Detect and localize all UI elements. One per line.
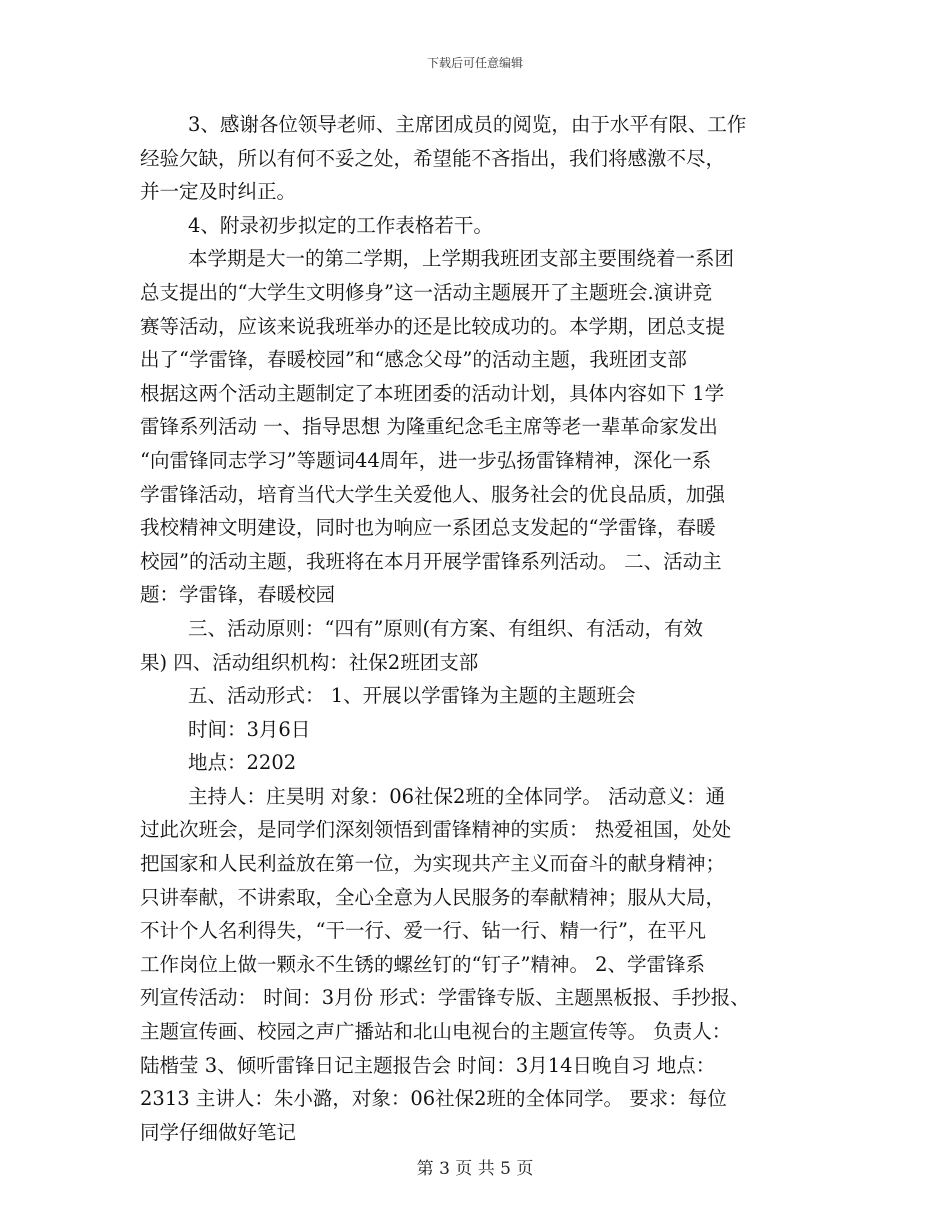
text-line: 3、感谢各位领导老师、主席团成员的阅览，由于水平有限、工作: [188, 113, 747, 136]
text-line: 2313 主讲人：朱小潞，对象：06社保2班的全体同学。 要求：每位: [140, 1087, 727, 1111]
text-line: 过此次班会，是同学们深刻领悟到雷锋精神的实质： 热爱祖国，处处: [140, 818, 732, 842]
text-line: 陆楷莹 3、倾听雷锋日记主题报告会 时间：3月14日晚自习 地点：: [140, 1053, 716, 1077]
text-line: “向雷锋同志学习”等题词44周年，进一步弘扬雷锋精神，深化一系: [140, 448, 712, 472]
text-line: 学雷锋活动，培育当代大学生关爱他人、服务社会的优良品质，加强: [140, 482, 726, 506]
text-line: 根据这两个活动主题制定了本班团委的活动计划，具体内容如下 1学: [140, 381, 725, 405]
text-line: 并一定及时纠正。: [140, 180, 297, 204]
text-line: 雷锋系列活动 一、指导思想 为隆重纪念毛主席等老一辈革命家发出: [140, 415, 718, 439]
text-line: 三、活动原则：“四有”原则(有方案、有组织、有活动，有效: [188, 616, 704, 640]
text-line: 出了“学雷锋，春暖校园”和“感念父母”的活动主题，我班团支部: [140, 348, 687, 372]
document-body: [140, 108, 820, 1149]
text-line: 时间：3月6日: [188, 717, 311, 741]
text-line: 主题宣传画、校园之声广播站和北山电视台的主题宣传等。 负责人：: [140, 1020, 732, 1044]
text-line: 把国家和人民利益放在第一位，为实现共产主义而奋斗的献身精神；: [140, 852, 726, 876]
text-line: 赛等活动，应该来说我班举办的还是比较成功的。本学期，团总支提: [140, 314, 726, 338]
text-line: 我校精神文明建设，同时也为响应一系团总支发起的“学雷锋，春暖: [140, 516, 716, 540]
text-line: 工作岗位上做一颗永不生锈的螺丝钉的“钉子”精神。 2、学雷锋系: [140, 952, 706, 976]
text-line: 本学期是大一的第二学期，上学期我班团支部主要围绕着一系团: [188, 247, 735, 271]
text-line: 不计个人名利得失，“干一行、爱一行、钻一行、精一行”，在平凡: [140, 919, 706, 943]
text-line: 经验欠缺，所以有何不妥之处，希望能不吝指出，我们将感激不尽，: [140, 146, 726, 170]
text-line: 果) 四、活动组织机构：社保2班团支部: [140, 650, 479, 674]
text-line: 4、附录初步拟定的工作表格若干。: [188, 213, 493, 237]
text-line: 校园”的活动主题，我班将在本月开展学雷锋系列活动。 二、活动主: [140, 549, 722, 573]
text-line: 同学仔细做好笔记: [140, 1120, 297, 1144]
text-line: 列宣传活动： 时间：3月份 形式：学雷锋专版、主题黑板报、手抄报、: [140, 986, 750, 1010]
text-line: 主持人：庄昊明 对象：06社保2班的全体同学。 活动意义：通: [188, 784, 726, 808]
text-line: 五、活动形式： 1、开展以学雷锋为主题的主题班会: [188, 684, 636, 708]
text-line: 总支提出的“大学生文明修身”这一活动主题展开了主题班会.演讲竞: [140, 280, 713, 304]
page-header: 下载后可任意编辑: [426, 56, 523, 70]
text-line: 只讲奉献，不讲索取，全心全意为人民服务的奉献精神；服从大局，: [140, 885, 726, 909]
page-footer: 第 3 页 共 5 页: [416, 1159, 534, 1179]
text-line: 题：学雷锋，春暖校园: [140, 583, 336, 607]
text-line: 地点：2202: [188, 751, 297, 775]
